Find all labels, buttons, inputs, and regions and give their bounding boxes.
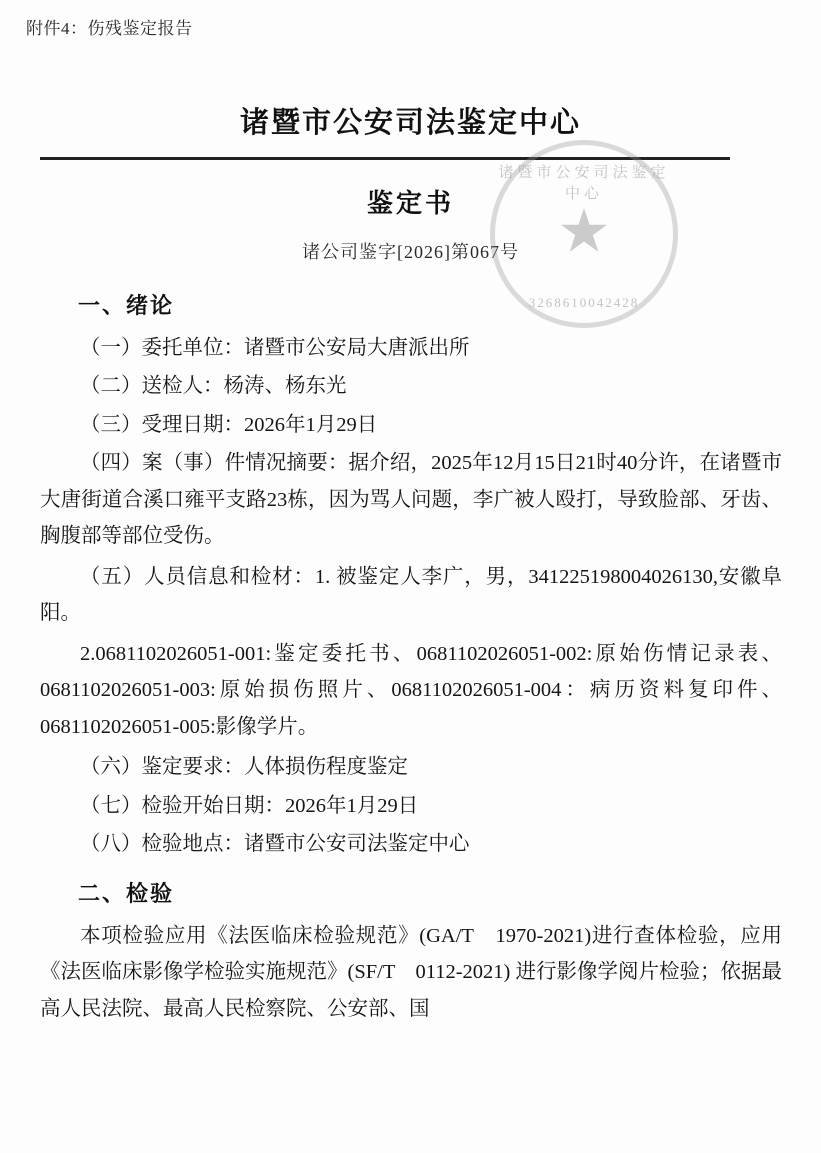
attachment-label: 附件4：伤残鉴定报告 — [26, 19, 193, 38]
document-subtitle: 鉴定书 — [366, 189, 454, 218]
section-heading-examination: 二、检验 — [78, 880, 175, 906]
star-icon: ★ — [557, 198, 611, 265]
paragraph-submitters: （二）送检人：杨涛、杨东光 — [80, 375, 347, 398]
title-divider — [40, 157, 730, 160]
seal-top-text: 诸暨市公安司法鉴定中心 — [498, 165, 670, 202]
paragraph-case-summary: （四）案（事）件情况摘要：据介绍，2025年12月15日21时40分许，在诸暨市大唐街道合溪口雍平支路23栋，因为骂人问题，李广被人殴打，导致脸部、牙齿、胸腹部等部位受伤。 — [40, 452, 782, 548]
page-title: 诸暨市公安司法鉴定中心 — [239, 107, 581, 139]
paragraph-exam-location: （八）检验地点：诸暨市公安司法鉴定中心 — [80, 833, 470, 856]
paragraph-exam-start-date: （七）检验开始日期：2026年1月29日 — [80, 794, 419, 817]
paragraph-client-unit: （一）委托单位：诸暨市公安局大唐派出所 — [80, 337, 470, 359]
seal-bottom-text: 3268610042428 — [528, 295, 640, 310]
section-heading-introduction: 一、绪论 — [78, 293, 175, 318]
paragraph-appraisal-request: （六）鉴定要求：人体损伤程度鉴定 — [80, 756, 408, 779]
paragraph-material-list: 2.0681102026051-001:鉴定委托书、0681102026051-002:原始伤情记录表、0681102026051-003:原始损伤照片、0681102026051-004：病历资料复印件、0681102026051-005:影像学片。 — [40, 642, 782, 738]
paragraph-examination-basis: 本项检验应用《法医临床检验规范》(GA/T 1970-2021)进行查体检验，应用《法医临床影像学检验实施规范》(SF/T 0112-2021) 进行影像学阅片检验；依据最高人民法院、最高人民检察院、公安部、国 — [40, 924, 782, 1020]
document-body — [40, 275, 784, 1031]
paragraph-person-info: （五）人员信息和检材：1. 被鉴定人李广，男，341225198004026130,安徽阜阳。 — [40, 565, 782, 625]
document-number: 诸公司鉴字[2026]第067号 — [302, 242, 519, 262]
paragraph-accept-date: （三）受理日期：2026年1月29日 — [80, 413, 378, 436]
